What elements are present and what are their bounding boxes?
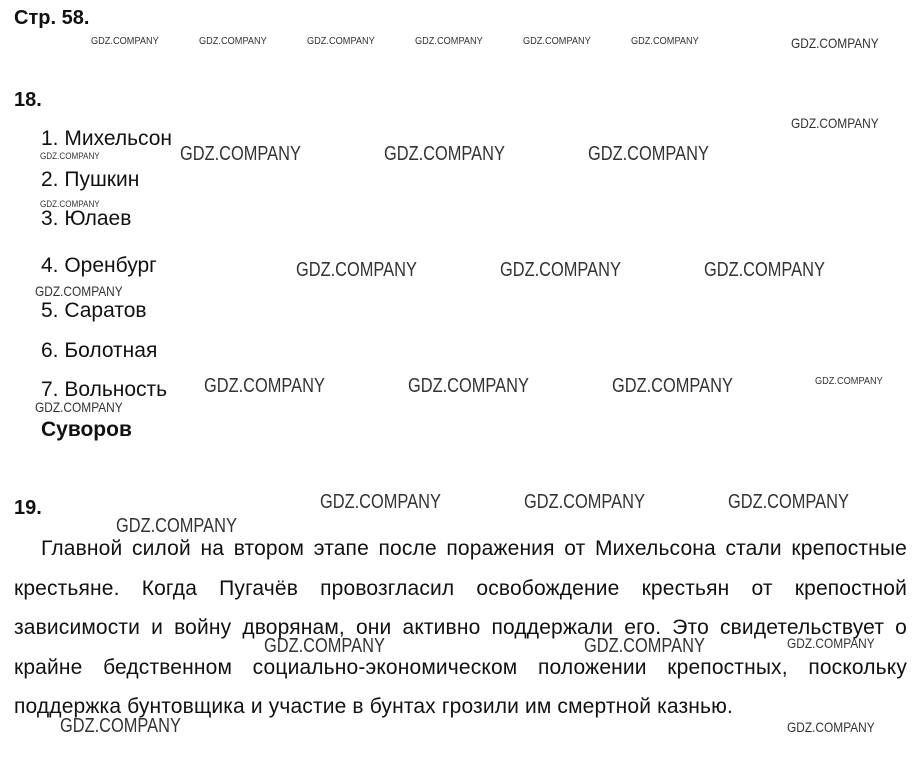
watermark: GDZ.COMPANY (787, 635, 875, 651)
watermark: GDZ.COMPANY (588, 143, 709, 165)
watermark: GDZ.COMPANY (612, 375, 733, 397)
watermark: GDZ.COMPANY (264, 635, 385, 657)
watermark: GDZ.COMPANY (199, 36, 267, 47)
watermark: GDZ.COMPANY (791, 115, 879, 131)
watermark: GDZ.COMPANY (180, 143, 301, 165)
watermark: GDZ.COMPANY (500, 259, 621, 281)
watermark: GDZ.COMPANY (704, 259, 825, 281)
task-18-item-3: 3. Юлаев (41, 207, 132, 230)
watermark: GDZ.COMPANY (116, 515, 237, 537)
watermark: GDZ.COMPANY (524, 491, 645, 513)
watermark: GDZ.COMPANY (60, 715, 181, 737)
watermark: GDZ.COMPANY (408, 375, 529, 397)
watermark: GDZ.COMPANY (384, 143, 505, 165)
task-18-item-2: 2. Пушкин (41, 168, 140, 191)
task-18-item-4: 4. Оренбург (41, 254, 157, 277)
watermark: GDZ.COMPANY (307, 36, 375, 47)
task-18-item-5: 5. Саратов (41, 299, 147, 322)
watermark: GDZ.COMPANY (728, 491, 849, 513)
watermark: GDZ.COMPANY (415, 36, 483, 47)
watermark: GDZ.COMPANY (791, 35, 879, 51)
watermark: GDZ.COMPANY (91, 36, 159, 47)
watermark: GDZ.COMPANY (40, 151, 100, 161)
task-18-answer: Суворов (41, 418, 132, 441)
watermark: GDZ.COMPANY (35, 399, 123, 415)
watermark: GDZ.COMPANY (35, 283, 123, 299)
task-19-number: 19. (14, 497, 42, 519)
watermark: GDZ.COMPANY (523, 36, 591, 47)
watermark: GDZ.COMPANY (204, 375, 325, 397)
task-18-item-7: 7. Вольность (41, 378, 168, 401)
watermark: GDZ.COMPANY (815, 376, 883, 387)
watermark: GDZ.COMPANY (296, 259, 417, 281)
watermark: GDZ.COMPANY (584, 635, 705, 657)
watermark: GDZ.COMPANY (320, 491, 441, 513)
task-18-item-1: 1. Михельсон (41, 127, 173, 150)
page-label: Стр. 58. (14, 7, 90, 29)
task-18-item-6: 6. Болотная (41, 339, 158, 362)
watermark: GDZ.COMPANY (631, 36, 699, 47)
task-18-number: 18. (14, 89, 42, 111)
task-19-answer-paragraph: Главной силой на втором этапе после поражения от Михельсона стали крепостные крестьяне. Когда Пугачёв провозгласил освобождение крестьян от крепостной зависимости и войну дворянам, они активно поддержали его. Это свидетельствует о крайне бедственном социально-экономическом положении крепостных, поскольку поддержка бунтовщика и участие в бунтах грозили им смертной казнью. (14, 537, 907, 718)
watermark: GDZ.COMPANY (40, 199, 100, 209)
watermark: GDZ.COMPANY (787, 719, 875, 735)
